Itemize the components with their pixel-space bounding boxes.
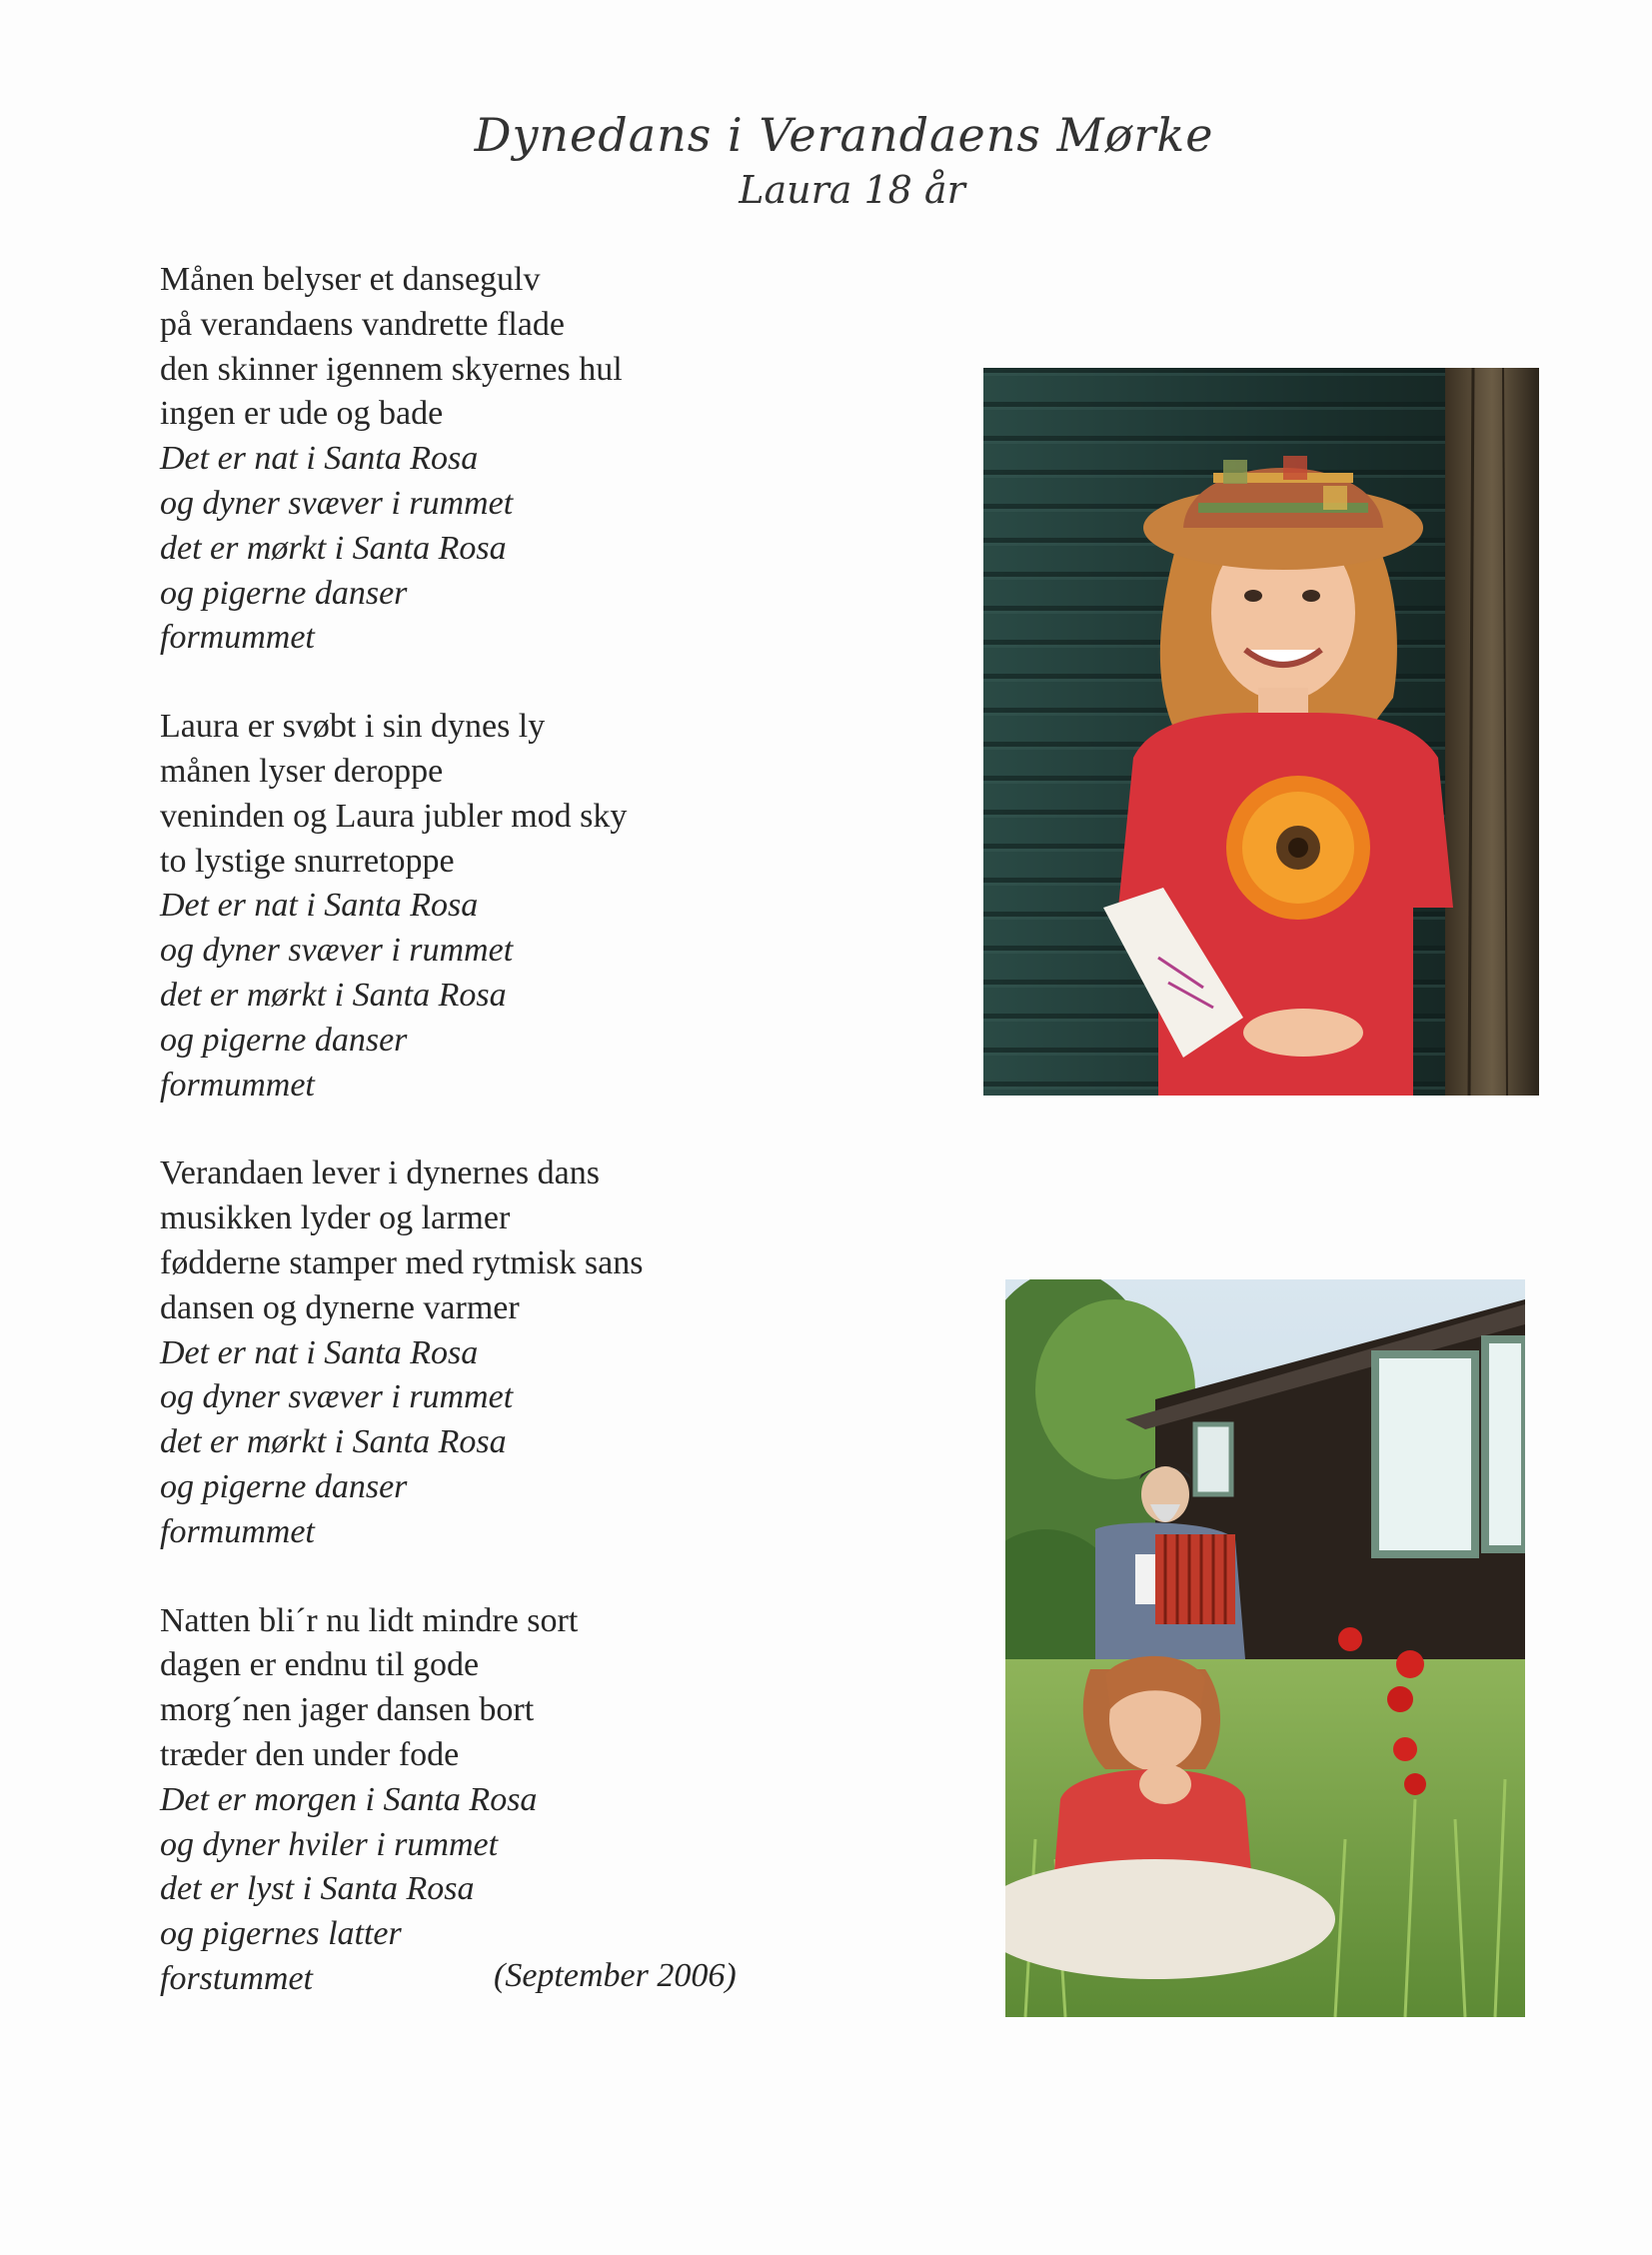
stanza-4 bbox=[160, 1599, 859, 2002]
poem-body bbox=[160, 258, 859, 2046]
verse-line: månen lyser deroppe bbox=[160, 752, 444, 790]
refrain-line: det er lyst i Santa Rosa bbox=[160, 1870, 475, 1908]
photo-accordion-and-girl-illustration bbox=[1005, 1279, 1525, 2017]
verse-line: to lystige snurretoppe bbox=[160, 842, 455, 880]
verse-line: Natten bli´r nu lidt mindre sort bbox=[160, 1601, 579, 1639]
verse-line: fødderne stamper med rytmisk sans bbox=[160, 1243, 644, 1281]
verse-line: ingen er ude og bade bbox=[160, 395, 444, 433]
verse-line: Månen belyser et dansegulv bbox=[160, 261, 541, 298]
verse-line: musikken lyder og larmer bbox=[160, 1199, 511, 1237]
verse-line: morg´nen jager dansen bort bbox=[160, 1691, 535, 1729]
refrain-line: og pigernes latter bbox=[160, 1915, 402, 1953]
refrain-line: og pigerne danser bbox=[160, 1467, 408, 1505]
refrain-line: det er mørkt i Santa Rosa bbox=[160, 1423, 507, 1461]
poem-title: Dynedans i Verandaens Mørke bbox=[474, 108, 1214, 162]
refrain-line: Det er nat i Santa Rosa bbox=[160, 1333, 479, 1371]
verse-line: dansen og dynerne varmer bbox=[160, 1288, 520, 1326]
verse-line: veninden og Laura jubler mod sky bbox=[160, 797, 628, 835]
refrain-line: forstummet bbox=[160, 1959, 313, 1997]
refrain-line: formummet bbox=[160, 1512, 315, 1550]
refrain-line: det er mørkt i Santa Rosa bbox=[160, 976, 507, 1014]
verse-line: træder den under fode bbox=[160, 1735, 460, 1773]
refrain-line: formummet bbox=[160, 1066, 315, 1104]
verse-line: dagen er endnu til gode bbox=[160, 1646, 480, 1684]
refrain-line: formummet bbox=[160, 619, 315, 657]
verse-line: på verandaens vandrette flade bbox=[160, 305, 565, 343]
verse-line: Laura er svøbt i sin dynes ly bbox=[160, 708, 546, 746]
refrain-line: og dyner svæver i rummet bbox=[160, 1378, 514, 1416]
date-note: (September 2006) bbox=[494, 1957, 737, 1994]
stanza-1 bbox=[160, 258, 859, 661]
refrain-line: Det er nat i Santa Rosa bbox=[160, 887, 479, 925]
photo-accordion-and-girl bbox=[1005, 1279, 1525, 2017]
refrain-line: og pigerne danser bbox=[160, 1021, 408, 1059]
stanza-3 bbox=[160, 1151, 859, 1554]
refrain-line: og dyner svæver i rummet bbox=[160, 484, 514, 522]
stanza-2 bbox=[160, 705, 859, 1108]
refrain-line: og pigerne danser bbox=[160, 574, 408, 612]
refrain-line: og dyner hviler i rummet bbox=[160, 1825, 499, 1863]
verse-line: Verandaen lever i dynernes dans bbox=[160, 1154, 600, 1192]
photo-girl-with-hat-illustration bbox=[983, 368, 1539, 1096]
refrain-line: Det er nat i Santa Rosa bbox=[160, 440, 479, 478]
photo-girl-with-hat bbox=[983, 368, 1539, 1096]
refrain-line: Det er morgen i Santa Rosa bbox=[160, 1780, 538, 1818]
refrain-line: og dyner svæver i rummet bbox=[160, 932, 514, 970]
refrain-line: det er mørkt i Santa Rosa bbox=[160, 529, 507, 567]
verse-line: den skinner igennem skyernes hul bbox=[160, 350, 623, 388]
poem-subtitle: Laura 18 år bbox=[739, 168, 965, 212]
